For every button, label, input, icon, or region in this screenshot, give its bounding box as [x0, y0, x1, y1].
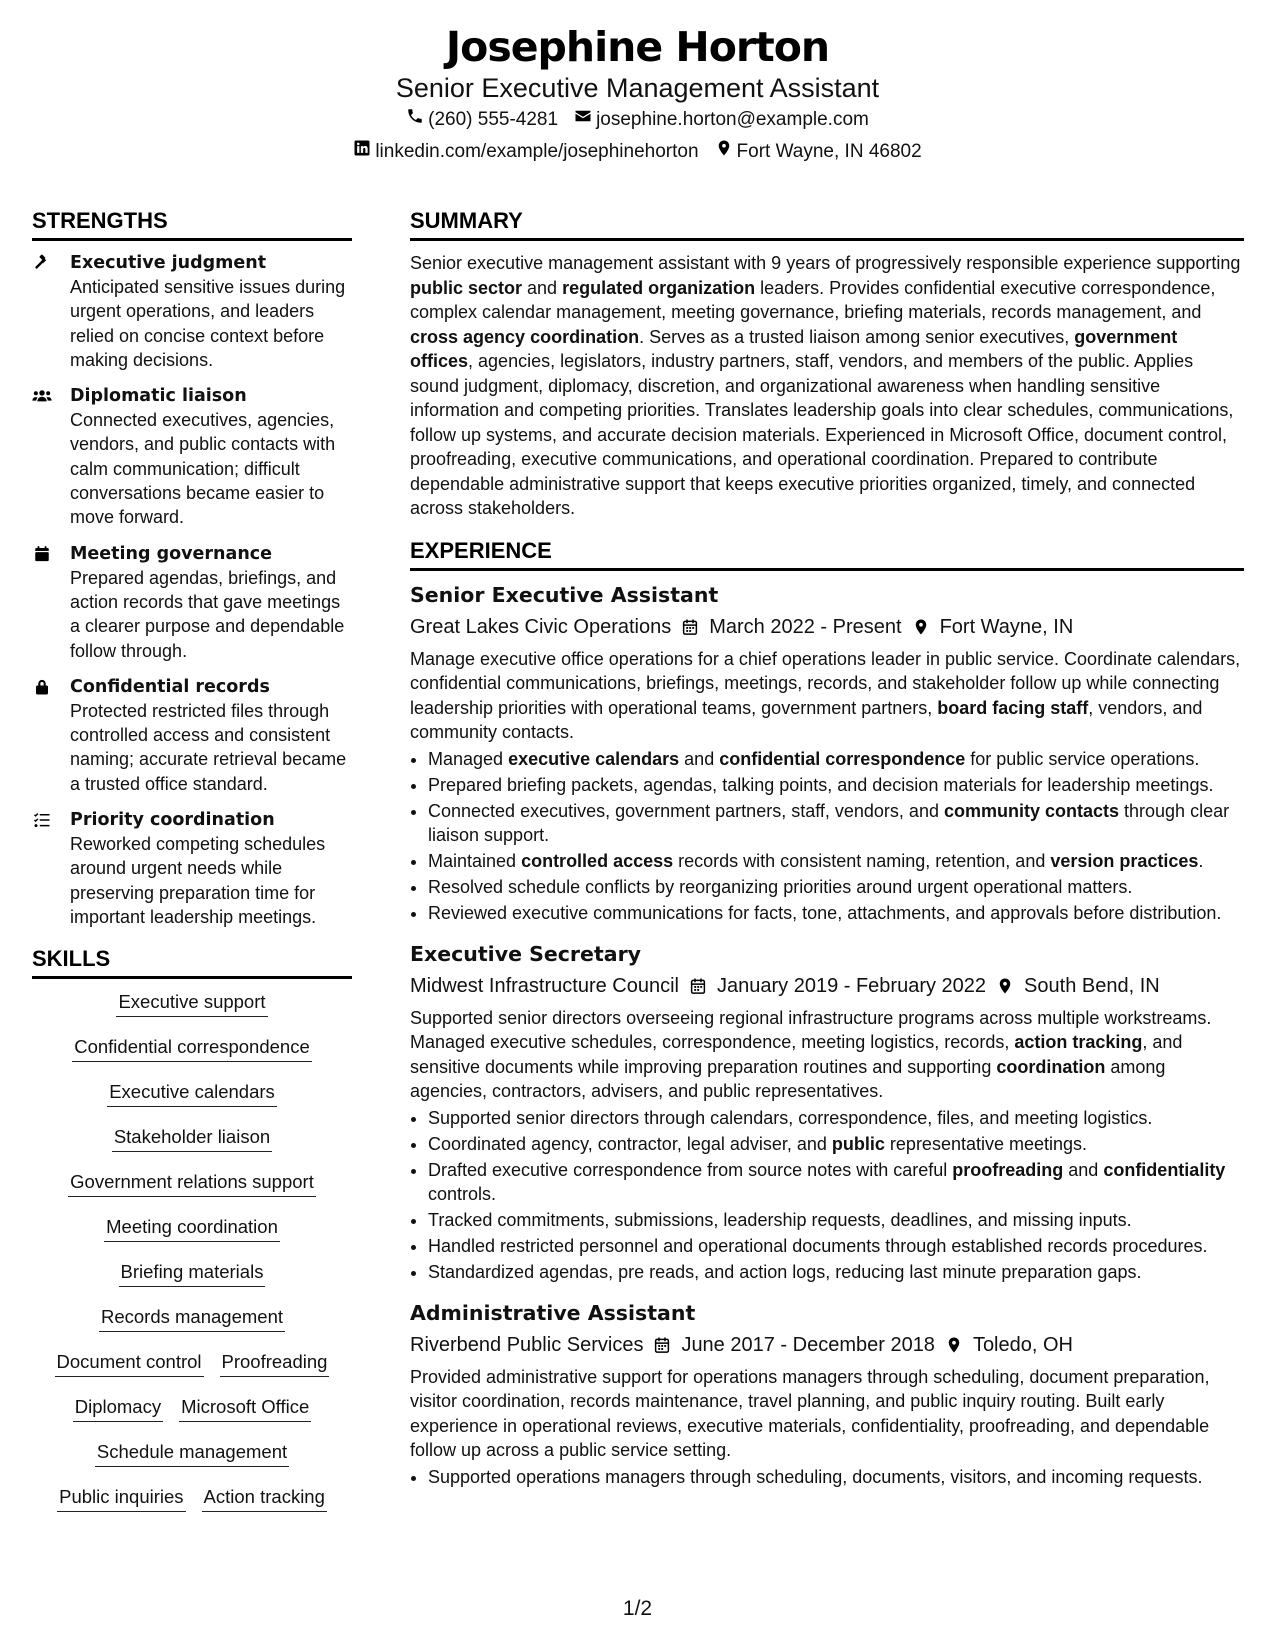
page-number: 1/2: [622, 1597, 653, 1620]
job-dates: March 2022 - Present: [709, 615, 902, 638]
strength-description: Prepared agendas, briefings, and action records that gave meetings a clearer purpose and dependable follow through.: [70, 567, 345, 661]
job-bullet: • Managed executive calendars and confidential correspondence for public service operations.: [428, 747, 1244, 772]
skill-tag: Executive calendars: [107, 1079, 277, 1107]
skill-tag: Meeting coordination: [104, 1214, 280, 1242]
strengths-list: [32, 251, 352, 929]
job-bullet: • Supported senior directors through calendars, correspondence, files, and meeting logistics.: [428, 1106, 1244, 1131]
job-dates: January 2019 - February 2022: [716, 974, 987, 997]
skill-row: [32, 1394, 352, 1439]
job-bullets: [410, 1106, 1244, 1285]
job-title: Executive Secretary: [410, 941, 642, 966]
phone-icon: [406, 107, 424, 133]
calendar-icon: [653, 1336, 671, 1354]
skill-tag: Schedule management: [95, 1439, 289, 1467]
calendar-icon: [32, 542, 58, 663]
job-location: Toledo, OH: [972, 1333, 1073, 1356]
resume-header: [0, 22, 1275, 165]
map-pin-icon: [996, 977, 1014, 995]
skill-tag: Executive support: [116, 989, 267, 1017]
job-entry: [410, 940, 1244, 1285]
strength-body: [70, 808, 352, 929]
skill-row: [32, 1484, 352, 1529]
job-title: Senior Executive Assistant: [410, 582, 719, 607]
skill-tag: Microsoft Office: [179, 1394, 311, 1422]
skill-row: [32, 1079, 352, 1124]
strength-title: Executive judgment: [70, 253, 267, 273]
skill-row: [32, 1124, 352, 1169]
strength-title: Diplomatic liaison: [70, 386, 247, 407]
calendar-icon: [681, 618, 699, 636]
location-text: Fort Wayne, IN 46802: [736, 141, 922, 162]
skill-tag: Diplomacy: [73, 1394, 163, 1422]
job-bullet: • Tracked commitments, submissions, leadership requests, deadlines, and missing inputs.: [428, 1208, 1244, 1233]
job-bullet: • Prepared briefing packets, agendas, talking points, and decision materials for leadership meetings.: [428, 773, 1244, 798]
contact-row-2: [0, 139, 1275, 165]
map-pin-icon: [945, 1336, 963, 1354]
strength-body: [70, 384, 352, 529]
skill-tag: Records management: [99, 1304, 285, 1332]
strength-body: [70, 542, 352, 663]
people-group-icon: [32, 384, 58, 529]
candidate-name: Josephine Horton: [445, 23, 830, 71]
skill-row: [32, 1439, 352, 1484]
job-meta: [410, 972, 1244, 1000]
skills-list: [32, 989, 352, 1529]
experience-heading: EXPERIENCE: [410, 537, 1244, 571]
skill-tag: Document control: [55, 1349, 204, 1377]
skill-row: [32, 1034, 352, 1079]
candidate-title: Senior Executive Management Assistant: [395, 73, 880, 103]
job-bullet: • Reviewed executive communications for facts, tone, attachments, and approvals before distribution.: [428, 901, 1244, 926]
job-bullet: • Maintained controlled access records with consistent naming, retention, and version practices.: [428, 849, 1244, 874]
skill-row: [32, 989, 352, 1034]
job-bullet: • Coordinated agency, contractor, legal adviser, and public representative meetings.: [428, 1132, 1244, 1157]
envelope-icon: [574, 107, 592, 133]
skill-tag: Action tracking: [202, 1484, 327, 1512]
skill-row: [32, 1349, 352, 1394]
job-location: Fort Wayne, IN: [939, 615, 1074, 638]
strength-description: Anticipated sensitive issues during urgent operations, and leaders relied on concise context before making decisions.: [70, 277, 346, 370]
job-location: South Bend, IN: [1024, 974, 1160, 997]
skill-tag: Government relations support: [68, 1169, 316, 1197]
strength-title: Meeting governance: [70, 543, 273, 564]
job-meta: [410, 613, 1244, 641]
skill-row: [32, 1304, 352, 1349]
strength-item: [32, 808, 352, 929]
skill-tag: Proofreading: [220, 1349, 330, 1377]
email-contact[interactable]: [574, 107, 869, 133]
map-pin-icon: [912, 618, 930, 636]
strength-title: Confidential records: [70, 676, 270, 697]
phone-number: (260) 555-4281: [428, 109, 559, 130]
job-bullets: [410, 1465, 1244, 1490]
job-description: Provided administrative support for operations managers through scheduling, document preparation, visitor coordination, records maintenance, travel planning, and public inquiry routing. Built early experience in operational reviews, executive materials, confidentiality, proofreading, and dependable follow up across a public service setting.: [410, 1366, 1210, 1460]
job-bullet: • Drafted executive correspondence from source notes with careful proofreading and confidentiality controls.: [428, 1158, 1244, 1207]
company-name: Great Lakes Civic Operations: [410, 615, 672, 638]
skill-tag: Public inquiries: [57, 1484, 185, 1512]
company-name: Midwest Infrastructure Council: [410, 974, 679, 997]
strength-body: [70, 251, 352, 372]
summary-heading: SUMMARY: [410, 207, 1244, 241]
job-bullet: • Resolved schedule conflicts by reorganizing priorities around urgent operational matters.: [428, 875, 1244, 900]
strength-item: [32, 675, 352, 796]
skill-row: [32, 1169, 352, 1214]
job-description: Manage executive office operations for a chief operations leader in public service. Coordinate calendars, confidential communications, briefings, meetings, records, and stakeholder follow up while connecting leadership priorities with operational teams, government partners, board facing staff, vendors, and community contacts.: [410, 648, 1241, 742]
experience-list: [410, 581, 1244, 1490]
skill-tag: Stakeholder liaison: [112, 1124, 272, 1152]
company-name: Riverbend Public Services: [410, 1333, 644, 1356]
left-column: [32, 207, 352, 1529]
phone-contact: [406, 107, 558, 133]
skill-row: [32, 1259, 352, 1304]
job-meta: [410, 1331, 1244, 1359]
job-entry: [410, 581, 1244, 926]
contact-row-1: [0, 107, 1275, 133]
linkedin-url[interactable]: linkedin.com/example/josephinehorton: [375, 141, 699, 162]
skill-tag: Briefing materials: [119, 1259, 266, 1287]
linkedin-contact[interactable]: [353, 139, 698, 165]
job-bullets: [410, 747, 1244, 926]
strength-description: Reworked competing schedules around urgent needs while preserving preparation time for important leadership meetings.: [70, 834, 326, 927]
job-dates: June 2017 - December 2018: [681, 1333, 935, 1356]
skills-heading: SKILLS: [32, 945, 352, 979]
job-description: Supported senior directors overseeing regional infrastructure programs across multiple workstreams. Managed executive schedules, correspondence, meeting logistics, records, action tracking, and sensitive documents while improving preparation routines and supporting coordination among agencies, contractors, advisers, and public representatives.: [410, 1007, 1212, 1101]
skill-tag: Confidential correspondence: [72, 1034, 312, 1062]
job-bullet: • Standardized agendas, pre reads, and action logs, reducing last minute preparation gaps.: [428, 1260, 1244, 1285]
strengths-heading: STRENGTHS: [32, 207, 352, 241]
job-title: Administrative Assistant: [410, 1300, 696, 1325]
linkedin-icon: [353, 139, 371, 165]
strength-description: Connected executives, agencies, vendors, and public contacts with calm communication; difficult conversations became easier to move forward.: [70, 410, 336, 528]
job-bullet: • Connected executives, government partners, staff, vendors, and community contacts through clear liaison support.: [428, 799, 1244, 848]
strength-description: Protected restricted files through controlled access and consistent naming; accurate retrieval became a trusted office standard.: [70, 700, 347, 794]
lock-icon: [32, 675, 58, 796]
job-entry: [410, 1299, 1244, 1490]
skill-row: [32, 1214, 352, 1259]
map-pin-icon: [715, 139, 733, 165]
strength-item: [32, 542, 352, 663]
strength-body: [70, 675, 352, 796]
strength-item: [32, 251, 352, 372]
job-bullet: • Handled restricted personnel and operational documents through established records procedures.: [428, 1234, 1244, 1259]
strength-title: Priority coordination: [70, 810, 275, 831]
gavel-icon: [32, 251, 58, 372]
email-address[interactable]: josephine.horton@example.com: [596, 109, 869, 130]
list-check-icon: [32, 808, 58, 929]
strength-item: [32, 384, 352, 529]
calendar-icon: [689, 977, 707, 995]
job-bullet: • Supported operations managers through scheduling, documents, visitors, and incoming requests.: [428, 1465, 1244, 1490]
summary-text: Senior executive management assistant with 9 years of progressively responsible experience supporting public sector and regulated organization leaders. Provides confidential executive correspondence, complex calendar management, meeting governance, briefing materials, records management, and cross agency coordination. Serves as a trusted liaison among senior executives, government offices, agencies, legislators, industry partners, staff, vendors, and members of the public. Applies sound judgment, diplomacy, discretion, and organizational awareness when handling sensitive information and competing priorities. Translates leadership goals into clear schedules, communications, follow up systems, and accurate decision materials. Experienced in Microsoft Office, document control, proofreading, executive communications, and operational coordination. Prepared to contribute dependable administrative support that keeps executive priorities organized, timely, and connected across stakeholders.: [410, 253, 1241, 518]
right-column: [410, 207, 1244, 1491]
location-contact: [715, 139, 922, 165]
